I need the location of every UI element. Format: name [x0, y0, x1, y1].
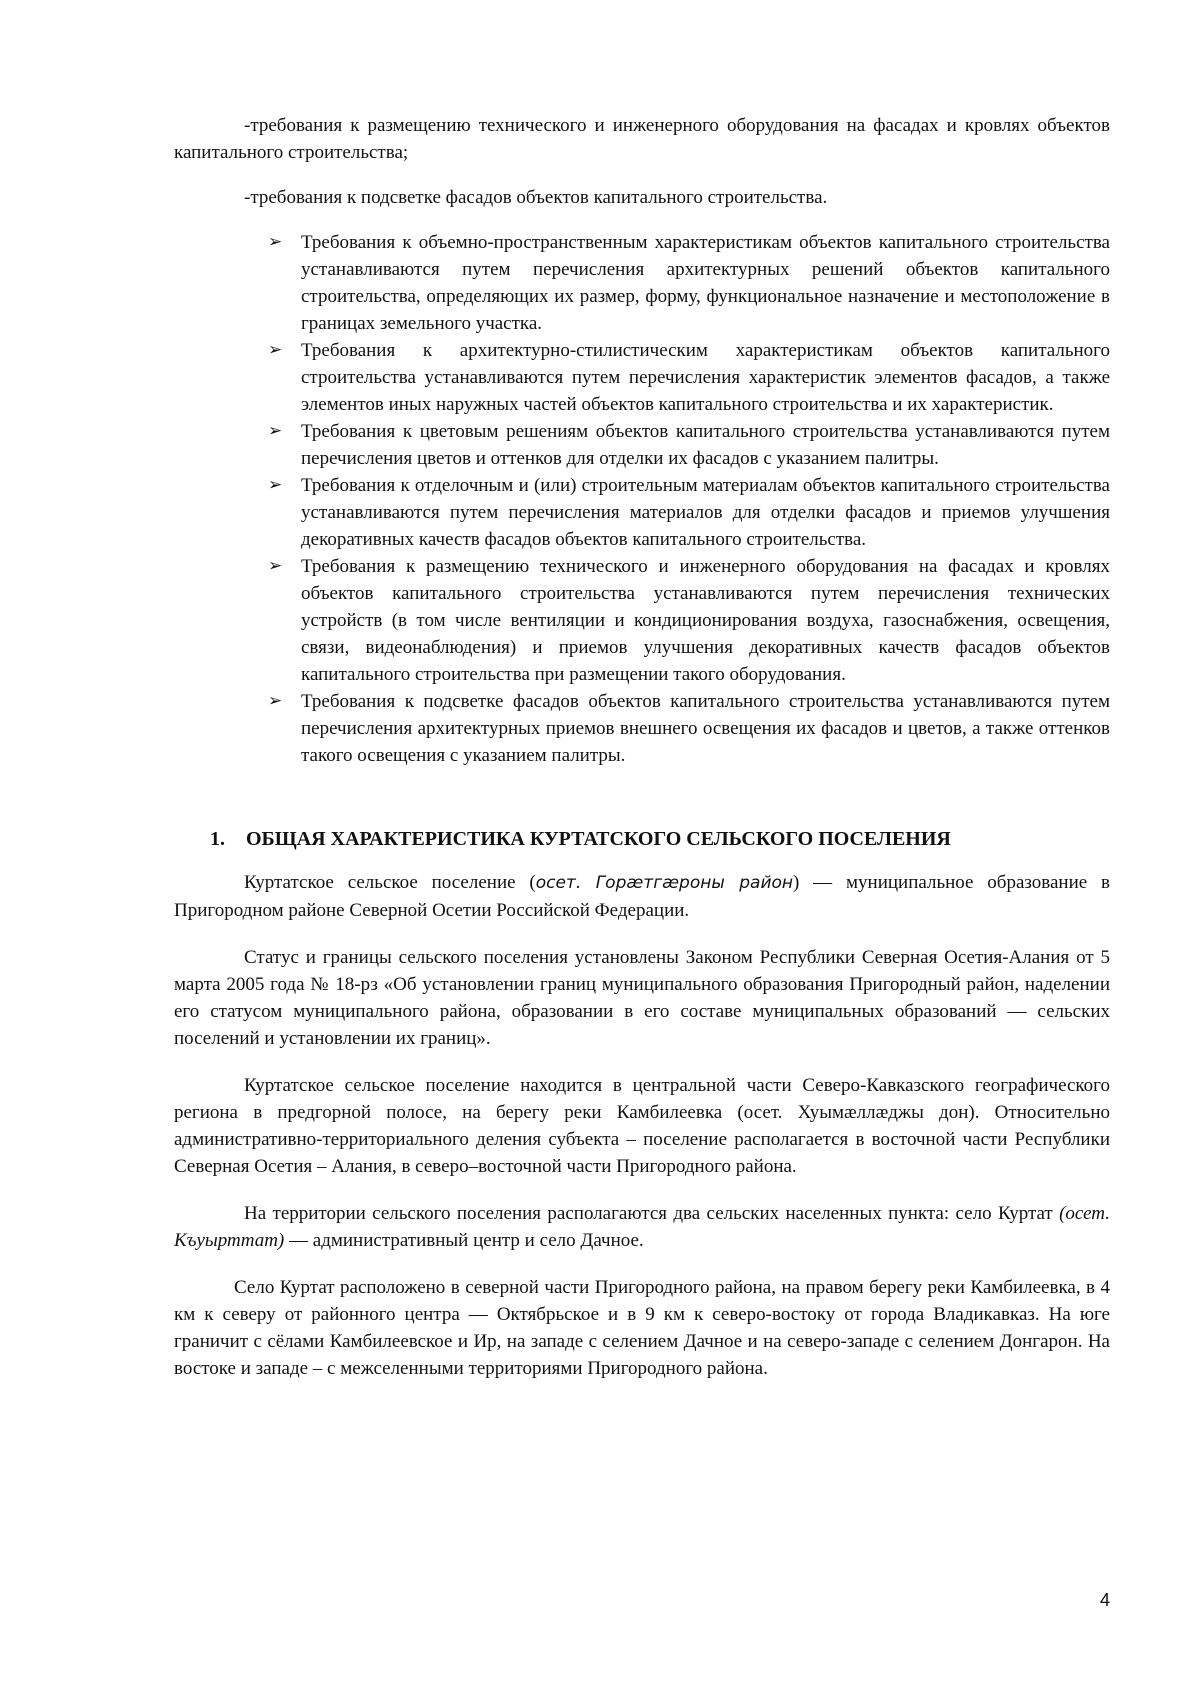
arrowhead-bullet-icon: ➢	[268, 340, 283, 360]
section-heading	[174, 825, 1110, 853]
paragraph-status: Статус и границы сельского поселения установлены Законом Республики Северная Осетия-Алания от 5 марта 2005 года № 18-рз «Об установлении границ муниципального образования Пригородный район, наделении его статусом муниципального района, образовании в его составе муниципальных образований — сельских поселений и установлении их границ».	[174, 947, 1110, 1049]
list-item: ➢ Требования к цветовым решениям объектов капитального строительства устанавливаются путем перечисления цветов и оттенков для отделки их фасадов с указанием палитры.	[174, 418, 1110, 472]
paragraph-intro: Куртатское сельское поселение (осет. Горæтгæроны район) — муниципальное образование в Пригородном районе Северной Осетии Российской Федерации.	[174, 872, 1110, 921]
list-item: ➢ Требования к архитектурно-стилистическим характеристикам объектов капитального строительства устанавливаются путем перечисления характеристик элементов фасадов, а также элементов иных наружных частей объектов капитального строительства и их характеристик.	[174, 337, 1110, 418]
page-number: 4	[1100, 1590, 1111, 1610]
paragraph-settlements: На территории сельского поселения располагаются два сельских населенных пункта: село Куртат (осет. Къуырттат) — административный центр и село Дачное.	[174, 1203, 1110, 1251]
list-item: ➢ Требования к размещению технического и инженерного оборудования на фасадах и кровлях объектов капитального строительства устанавливаются путем перечисления технических устройств (в том числе вентиляции и кондиционирования воздуха, газоснабжения, освещения, связи, видеонаблюдения) и приемов улучшения декоративных качеств фасадов объектов капитального строительства при размещении такого оборудования.	[174, 553, 1110, 688]
section-title: ОБЩАЯ ХАРАКТЕРИСТИКА КУРТАТСКОГО СЕЛЬСКОГО ПОСЕЛЕНИЯ	[246, 828, 951, 850]
ossetian-name: осет. Горæтгæроны район	[535, 873, 794, 893]
arrowhead-bullet-icon: ➢	[268, 475, 283, 495]
requirements-list	[174, 229, 1110, 769]
arrowhead-bullet-icon: ➢	[268, 232, 283, 252]
list-item: ➢ Требования к объемно-пространственным характеристикам объектов капитального строительства устанавливаются путем перечисления архитектурных решений объектов капитального строительства, определяющих их размер, форму, функциональное назначение и местоположение в границах земельного участка.	[174, 229, 1110, 337]
requirement-lighting-line: -требования к подсветке фасадов объектов капитального строительства.	[244, 187, 828, 208]
arrowhead-bullet-icon: ➢	[268, 556, 283, 576]
paragraph-kurtat: Село Куртат расположено в северной части Пригородного района, на правом берегу реки Камбилеевка, в 4 км к северу от районного центра — Октябрьское и в 9 км к северо-востоку от города Владикавказ. На юге граничит с сёлами Камбилеевское и Ир, на западе с селением Дачное и на северо-западе с селением Донгарон. На востоке и западе – с межселенными территориями Пригородного района.	[174, 1277, 1110, 1379]
paragraph-location: Куртатское сельское поселение находится в центральной части Северо-Кавказского географического региона в предгорной полосе, на берегу реки Камбилеевка (осет. Хуымæллæджы дон). Относительно административно-территориального деления субъекта – поселение располагается в восточной части Республики Северная Осетия – Алания, в северо–восточной части Пригородного района.	[174, 1075, 1110, 1177]
document-page	[174, 112, 1110, 1382]
requirement-equipment-line: -требования к размещению технического и инженерного оборудования на фасадах и кровлях объектов капитального строительства;	[174, 115, 1110, 163]
section-number: 1.	[210, 828, 225, 850]
list-item: ➢ Требования к отделочным и (или) строительным материалам объектов капитального строительства устанавливаются путем перечисления материалов для отделки фасадов и приемов улучшения декоративных качеств фасадов объектов капитального строительства.	[174, 472, 1110, 553]
arrowhead-bullet-icon: ➢	[268, 421, 283, 441]
ossetian-village-name: (осет. Къуырттат)	[174, 1203, 1110, 1251]
arrowhead-bullet-icon: ➢	[268, 691, 283, 711]
list-item: ➢ Требования к подсветке фасадов объектов капитального строительства устанавливаются путем перечисления архитектурных приемов внешнего освещения их фасадов и цветов, а также оттенков такого освещения с указанием палитры.	[174, 688, 1110, 769]
